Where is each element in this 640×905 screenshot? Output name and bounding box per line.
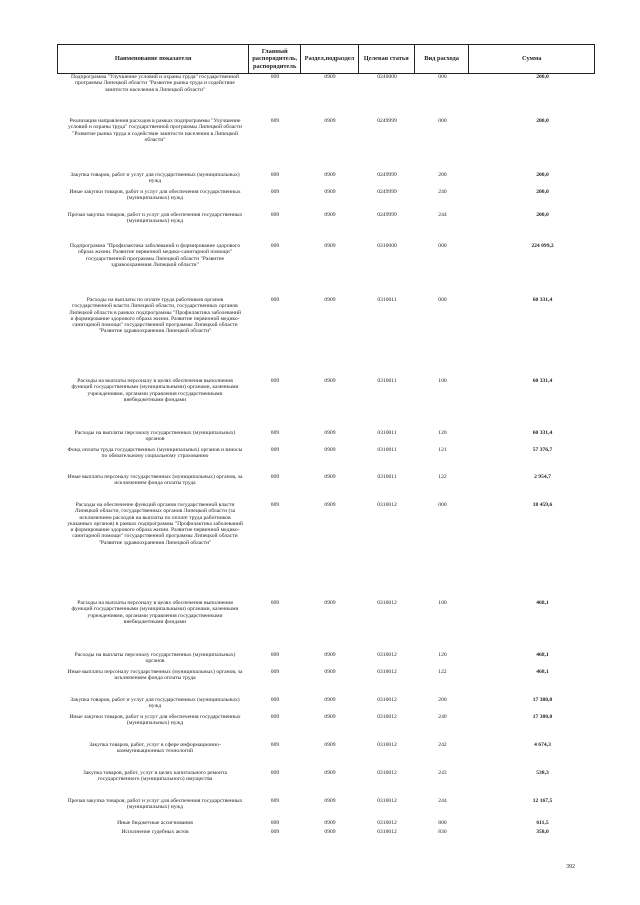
header-razdel: Раздел,подраздел: [301, 45, 359, 73]
cell-name: Закупка товаров, работ и услуг для государственных (муниципальных) нужд: [70, 172, 240, 185]
cell-vr: 100: [438, 378, 447, 384]
cell-razdel: 0909: [324, 798, 336, 804]
cell-csr: 0310011: [377, 474, 397, 480]
cell-razdel: 0909: [324, 669, 336, 675]
cell-csr: 0249999: [377, 189, 397, 195]
cell-name: Прочая закупка товаров, работ и услуг для обеспечения государственных (муниципальных) нужд: [67, 798, 243, 811]
cell-razdel: 0909: [324, 378, 336, 384]
cell-name: Прочая закупка товаров, работ и услуг для обеспечения государственных (муниципальных) нужд: [67, 212, 243, 225]
cell-razdel: 0909: [324, 74, 336, 80]
cell-csr: 0310012: [377, 652, 397, 658]
cell-grbs: 009: [270, 742, 280, 748]
table-row: [57, 798, 595, 811]
cell-sum: 200,0: [536, 118, 549, 124]
cell-razdel: 0909: [324, 212, 336, 218]
table-row: [57, 669, 595, 682]
table-row: [57, 189, 595, 202]
cell-name: Расходы на выплаты персоналу государственных (муниципальных) органов: [74, 652, 236, 665]
table-row: [57, 378, 595, 403]
page-number: 392: [566, 864, 575, 870]
cell-vr: 000: [438, 502, 447, 508]
cell-name: Реализация направления расходов в рамках подпрограммы "Улучшение условий и охраны труда" государственной программы Липецкой области "Развитие рынка труда и содействие занятости населения в Липецкой области": [67, 118, 243, 143]
cell-csr: 0310012: [377, 697, 397, 703]
header-name: Наименование показателя: [58, 45, 249, 73]
cell-razdel: 0909: [324, 600, 336, 606]
cell-vr: 000: [438, 243, 447, 249]
cell-csr: 0310012: [377, 502, 397, 508]
cell-razdel: 0909: [324, 697, 336, 703]
cell-vr: 000: [438, 74, 447, 80]
table-row: [57, 502, 595, 546]
cell-sum: 12 167,5: [532, 798, 553, 804]
cell-vr: 240: [438, 189, 447, 195]
cell-name: Расходы на выплаты персоналу государственных (муниципальных) органов: [74, 430, 236, 443]
cell-sum: 17 380,0: [532, 714, 553, 720]
cell-razdel: 0909: [324, 714, 336, 720]
cell-name: Фонд оплаты труда государственных (муниципальных) органов и взносы по обязательному социальному страхованию: [67, 447, 243, 460]
cell-sum: 468,1: [536, 600, 549, 606]
cell-grbs: 009: [270, 502, 280, 508]
cell-vr: 120: [438, 652, 447, 658]
cell-grbs: 009: [270, 243, 280, 249]
cell-grbs: 009: [270, 714, 280, 720]
cell-sum: 200,0: [536, 212, 549, 218]
header-sum: Сумма: [522, 55, 542, 63]
cell-vr: 000: [438, 118, 447, 124]
table-row: [57, 770, 595, 783]
cell-grbs: 009: [270, 212, 280, 218]
cell-sum: 200,0: [536, 172, 549, 178]
cell-grbs: 009: [270, 669, 280, 675]
cell-name: Подпрограмма "Профилактика заболеваний и формирование здорового образа жизни. Развитие первичной медико-санитарной помощи" государственной программы Липецкой области "Развитие здравоохранения Липецкой области": [69, 243, 241, 268]
cell-name: Расходы на выплаты персоналу в целях обеспечения выполнения функций государственными (муниципальными) органами, казенными учреждениями, органами управления государственными внебюджетными фондами: [71, 600, 239, 625]
cell-grbs: 009: [270, 798, 280, 804]
cell-grbs: 009: [270, 378, 280, 384]
cell-csr: 0310012: [377, 770, 397, 776]
cell-sum: 17 380,0: [532, 697, 553, 703]
cell-name: Закупка товаров, работ, услуг в сфере информационно-коммуникационных технологий: [89, 742, 221, 755]
cell-name: Закупка товаров, работ и услуг для государственных (муниципальных) нужд: [70, 697, 240, 710]
cell-csr: 0310012: [377, 798, 397, 804]
cell-name: Иные закупки товаров, работ и услуг для обеспечения государственных (муниципальных) нужд: [69, 189, 241, 202]
table-row: [57, 243, 595, 268]
table-row: [57, 474, 595, 487]
cell-csr: 0310000: [377, 243, 397, 249]
cell-vr: 244: [438, 212, 447, 218]
cell-sum: 358,0: [536, 829, 549, 835]
cell-razdel: 0909: [324, 770, 336, 776]
cell-sum: 60 331,4: [532, 297, 553, 303]
cell-name: Иные выплаты персоналу государственных (муниципальных) органов, за исключением фонда оплаты труда: [67, 474, 243, 487]
cell-razdel: 0909: [324, 189, 336, 195]
table-row: [57, 697, 595, 710]
cell-csr: 0310011: [377, 447, 397, 453]
cell-vr: 200: [438, 697, 447, 703]
cell-sum: 4 674,3: [534, 742, 551, 748]
cell-razdel: 0909: [324, 742, 336, 748]
cell-grbs: 009: [270, 770, 280, 776]
cell-name: Расходы на выплаты по оплате труда работников органов государственной власти Липецкой области, государственных органов Липецкой области в рамках подпрограммы "Профилактика заболеваний и формирование здорового образа жизни. Развитие первичной медико-санитарной помощи" государственной программы Липецкой области "Развитие здравоохранения Липецкой области": [69, 297, 241, 335]
cell-csr: 0249999: [377, 212, 397, 218]
cell-vr: 100: [438, 600, 447, 606]
cell-vr: 122: [438, 669, 447, 675]
table-row: [57, 447, 595, 460]
table-row: [57, 820, 595, 826]
cell-vr: 200: [438, 172, 447, 178]
cell-csr: 0310012: [377, 600, 397, 606]
table-row: [57, 742, 595, 755]
cell-grbs: 009: [270, 430, 280, 436]
table-row: [57, 714, 595, 727]
cell-name: Исполнение судебных актов: [121, 829, 189, 835]
table-row: [57, 600, 595, 625]
cell-grbs: 009: [270, 652, 280, 658]
cell-vr: 000: [438, 297, 447, 303]
cell-csr: 0310012: [377, 742, 397, 748]
cell-sum: 2 954,7: [534, 474, 551, 480]
cell-name: Подпрограмма "Улучшение условий и охраны труда" государственной программы Липецкой области "Развитие рынка труда и содействие занятости населения в Липецкой области": [70, 74, 239, 93]
cell-vr: 121: [438, 447, 447, 453]
cell-name: Иные закупки товаров, работ и услуг для обеспечения государственных (муниципальных) нужд: [69, 714, 241, 727]
table-row: [57, 212, 595, 225]
cell-vr: 122: [438, 474, 447, 480]
cell-sum: 468,1: [536, 652, 549, 658]
cell-razdel: 0909: [324, 652, 336, 658]
cell-razdel: 0909: [324, 243, 336, 249]
cell-grbs: 009: [270, 697, 280, 703]
cell-grbs: 009: [270, 118, 280, 124]
cell-razdel: 0909: [324, 829, 336, 835]
cell-razdel: 0909: [324, 118, 336, 124]
cell-grbs: 009: [270, 297, 280, 303]
cell-grbs: 009: [270, 820, 280, 826]
cell-vr: 830: [438, 829, 447, 835]
cell-sum: 538,3: [536, 770, 549, 776]
cell-sum: 18 459,6: [532, 502, 553, 508]
header-vr: Вид расхода: [415, 45, 470, 73]
cell-sum: 60 331,4: [532, 430, 553, 436]
table-row: [57, 172, 595, 185]
table-row: [57, 652, 595, 665]
table-row: [57, 430, 595, 443]
header-csr: Целевая статья: [359, 45, 415, 73]
cell-grbs: 009: [270, 600, 280, 606]
cell-razdel: 0909: [324, 172, 336, 178]
cell-csr: 0249999: [377, 172, 397, 178]
cell-vr: 120: [438, 430, 447, 436]
cell-grbs: 009: [270, 474, 280, 480]
cell-csr: 0310012: [377, 829, 397, 835]
cell-name: Закупка товаров, работ, услуг в целях капитального ремонта государственного (муниципального) имущества: [83, 770, 227, 783]
cell-sum: 468,1: [536, 669, 549, 675]
cell-sum: 224 099,2: [531, 243, 554, 249]
cell-vr: 244: [438, 798, 447, 804]
cell-csr: 0310011: [377, 378, 397, 384]
table-header: [57, 44, 595, 74]
cell-vr: 243: [438, 770, 447, 776]
cell-razdel: 0909: [324, 297, 336, 303]
cell-grbs: 009: [270, 74, 280, 80]
table-row: [57, 74, 595, 93]
cell-sum: 611,5: [536, 820, 549, 826]
table-row: [57, 829, 595, 835]
cell-grbs: 009: [270, 172, 280, 178]
cell-vr: 242: [438, 742, 447, 748]
table-row: [57, 297, 595, 335]
cell-sum: 57 376,7: [532, 447, 553, 453]
cell-name: Иные бюджетные ассигнования: [117, 820, 193, 826]
cell-sum: 200,0: [536, 74, 549, 80]
cell-sum: 200,0: [536, 189, 549, 195]
cell-razdel: 0909: [324, 447, 336, 453]
cell-name: Расходы на обеспечение функций органов государственной власти Липецкой области, государственных органов Липецкой области (за исключением расходов на выплаты по оплате труда работников указанных органов) в рамках подпрограммы "Профилактика заболеваний и формирование здорового образа жизни. Развитие первичной медико-санитарной помощи" государственной программы Липецкой области "Развитие здравоохранения Липецкой области": [67, 502, 243, 546]
header-grbs: Главный распорядитель, распорядитель: [249, 45, 301, 73]
cell-vr: 800: [438, 820, 447, 826]
cell-grbs: 009: [270, 447, 280, 453]
cell-grbs: 009: [270, 829, 280, 835]
cell-csr: 0310012: [377, 820, 397, 826]
cell-name: Иные выплаты персоналу государственных (муниципальных) органов, за исключением фонда оплаты труда: [67, 669, 243, 682]
cell-csr: 0310011: [377, 430, 397, 436]
cell-razdel: 0909: [324, 502, 336, 508]
cell-vr: 240: [438, 714, 447, 720]
table-row: [57, 118, 595, 143]
cell-csr: 0249999: [377, 118, 397, 124]
cell-razdel: 0909: [324, 474, 336, 480]
cell-sum: 60 331,4: [532, 378, 553, 384]
cell-csr: 0310012: [377, 669, 397, 675]
cell-csr: 0240000: [377, 74, 397, 80]
cell-csr: 0310012: [377, 714, 397, 720]
cell-grbs: 009: [270, 189, 280, 195]
cell-razdel: 0909: [324, 430, 336, 436]
cell-razdel: 0909: [324, 820, 336, 826]
cell-csr: 0310011: [377, 297, 397, 303]
cell-name: Расходы на выплаты персоналу в целях обеспечения выполнения функций государственными (муниципальными) органами, казенными учреждениями, органами управления государственными внебюджетными фондами: [71, 378, 239, 403]
